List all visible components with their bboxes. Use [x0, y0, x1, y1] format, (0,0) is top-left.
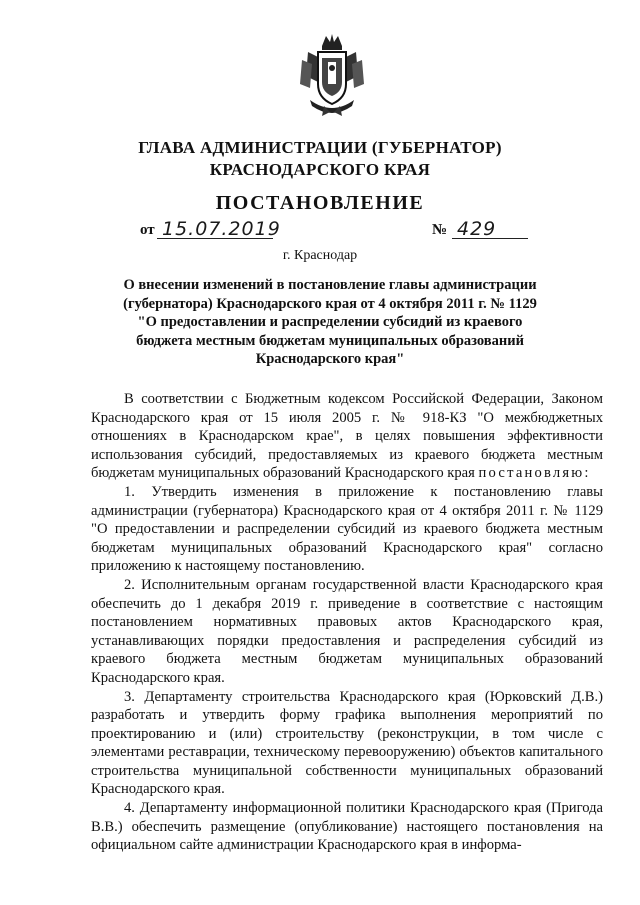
title-line: бюджета местным бюджетам муниципальных образований — [136, 332, 524, 349]
coat-of-arms-emblem — [300, 32, 364, 118]
paragraph-4: 4. Департаменту информационной политики Краснодарского края (Пригода В.В.) обеспечить размещение (опубликование) настоящего постановления на официальном сайте администрации Краснодарского края в информа- — [91, 800, 603, 854]
city-name: г. Краснодар — [282, 248, 358, 263]
title-line: (губернатора) Краснодарского края от 4 октября 2011 г. № 1129 — [123, 295, 537, 312]
intro-paragraph — [91, 390, 603, 483]
org-name-line1: ГЛАВА АДМИНИСТРАЦИИ (ГУБЕРНАТОР) — [138, 138, 502, 157]
handwritten-number: 429 — [457, 218, 497, 240]
decree-word: постановляю: — [478, 465, 591, 482]
intro-text: В соответствии с Бюджетным кодексом Российской Федерации, Законом Краснодарского края от 15 июля 2005 г. № 918-КЗ "О межбюджетных отношениях в Краснодарском крае", в целях повышения эффективности использования субсидий, предоставляемых из краевого бюджета местным бюджетам муниципальных образований Краснодарского края — [91, 391, 603, 482]
handwritten-date: 15.07.2019 — [162, 218, 281, 240]
paragraph-2: 2. Исполнительным органам государственной власти Краснодарского края обеспечить до 1 декабря 2019 г. приведение в соответствие с настоящим постановлением нормативных правовых актов Краснодарского края, устанавливающих порядки предоставления и распределения субсидий из краевого бюджета местным бюджетам муниципальных образований Краснодарского края. — [91, 576, 603, 686]
document-type-heading: ПОСТАНОВЛЕНИЕ — [215, 192, 425, 214]
title-line: О внесении изменений в постановление главы администрации — [123, 277, 537, 293]
document-body — [91, 390, 603, 855]
number-label: № — [432, 222, 448, 238]
paragraph-1: 1. Утвердить изменения в приложение к постановлению главы администрации (губернатора) Краснодарского края от 4 октября 2011 г. № 1129 "О предоставлении и распределении субсидий из краевого бюджета местным бюджетам муниципальных образований Краснодарского края" согласно приложению к настоящему постановлению. — [91, 483, 603, 575]
date-label: от — [140, 222, 155, 238]
paragraph-3: 3. Департаменту строительства Краснодарского края (Юрковский Д.В.) разработать и утвердить форму графика выполнения мероприятий по проектированию и (или) строительству (реконструкции, в том числе с элементами реставрации, техническому перевооружению) объектов капитального строительства муниципальной собственности муниципальных образований Краснодарского края. — [91, 688, 603, 798]
decree-title — [110, 276, 550, 369]
title-line: Краснодарского края" — [255, 351, 405, 367]
title-line: "О предоставлении и распределении субсидий из краевого — [137, 314, 523, 330]
org-name-line2: КРАСНОДАРСКОГО КРАЯ — [209, 160, 431, 179]
